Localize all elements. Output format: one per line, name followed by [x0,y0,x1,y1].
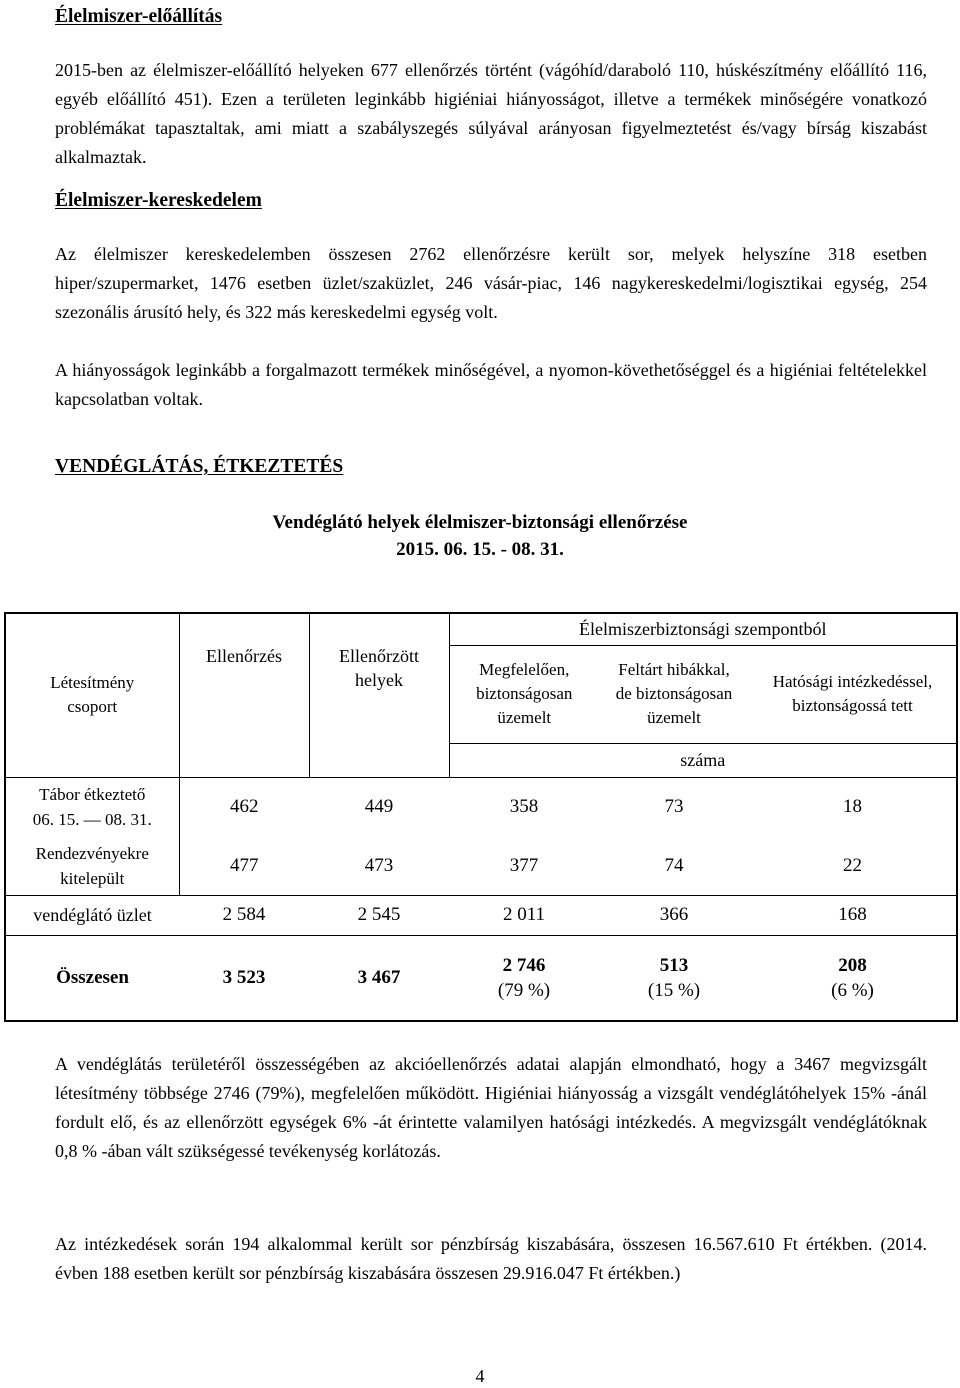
header-count-label: száma [449,743,957,777]
catering-inspection-table [4,612,958,1022]
row-label: Rendezvényekre kitelepült [5,837,179,895]
cell-action: 18 [843,796,862,818]
total-label: Összesen [56,966,129,988]
cell-compliant: 358 [509,796,539,818]
page-number: 4 [475,1366,485,1386]
row-label: vendéglátó üzlet [33,904,152,925]
header-group: Létesítmény csoport [5,613,179,777]
total-faults: 513 (15 %) [647,954,701,1001]
heading-food-production: Élelmiszer-előállítás [55,6,223,27]
total-compliant: 2 746 (79 %) [497,954,551,1001]
cell-places: 2 545 [357,904,401,925]
cell-faults: 366 [659,904,689,925]
header-inspections: Ellenőrzés [179,613,309,777]
cell-inspections: 477 [230,854,259,876]
cell-action: 22 [843,854,862,876]
table-period: 2015. 06. 15. - 08. 31. [396,539,564,560]
cell-compliant: 377 [509,854,539,876]
cell-inspections: 462 [230,796,259,818]
cell-places: 449 [364,796,394,818]
cell-places: 473 [364,854,394,876]
header-food-safety-aspect: Élelmiszerbiztonsági szempontból [449,613,957,645]
total-action: 208 (6 %) [831,954,874,1001]
cell-faults: 74 [664,854,684,876]
cell-compliant: 2 011 [502,904,546,925]
row-label: Tábor étkeztető 06. 15. ― 08. 31. [5,777,179,837]
paragraph-food-production: 2015-ben az élelmiszer-előállító helyeken 677 ellenőrzés történt (vágóhíd/daraboló 110, húskészítmény előállító 116, egyéb előállító 451). Ezen a területen leginkább higiéniai hiányosságot, illetve a termékek minőségére vonatkozó problémákat tapasztaltak, ami miatt a szabályszegés súlyával arányosan figyelmeztetést és/vagy bírság kiszabást alkalmaztak. [55,60,927,167]
header-faults-found: Feltárt hibákkal, de biztonságosan üzemelt [615,660,733,727]
cell-inspections: 2 584 [222,904,266,925]
table-title: Vendéglátó helyek élelmiszer-biztonsági ellenőrzése [272,512,688,533]
heading-catering: VENDÉGLÁTÁS, ÉTKEZTETÉS [55,456,344,477]
header-inspected-places: Ellenőrzött helyek [309,613,449,777]
header-compliant: Megfelelően, biztonságosan üzemelt [476,660,573,727]
paragraph-catering-fines: Az intézkedések során 194 alkalommal került sor pénzbírság kiszabására, összesen 16.567.610 Ft értékben. (2014. évben 188 esetben került sor pénzbírság kiszabására összesen 29.916.047 Ft értékben.) [55,1234,927,1283]
paragraph-catering-summary: A vendéglátás területéről összességében az akcióellenőrzés adatai alapján elmondható, hogy a 3467 megvizsgált létesítmény többsége 2746 (79%), megfelelően működött. Higiéniai hiányosság a vizsgált vendéglátóhelyek 15% -ánál fordult elő, és az ellenőrzött egységek 6% -át érintette valamilyen hatósági intézkedés. A megvizsgált vendéglátóknak 0,8 % -ában vált szükségessé tevékenység korlátozás. [55,1054,927,1161]
heading-food-trade: Élelmiszer-kereskedelem [55,190,262,211]
cell-faults: 73 [664,796,684,818]
header-authority-action: Hatósági intézkedéssel, biztonságossá tett [772,672,933,715]
total-places: 3 467 [357,966,401,988]
total-inspections: 3 523 [222,966,266,988]
paragraph-food-trade-2: A hiányosságok leginkább a forgalmazott termékek minőségével, a nyomon-követhetőséggel és a higiéniai feltételekkel kapcsolatban voltak. [55,360,927,409]
paragraph-food-trade-1: Az élelmiszer kereskedelemben összesen 2762 ellenőrzésre került sor, melyek helyszíne 318 esetben hiper/szupermarket, 1476 esetben üzlet/szaküzlet, 246 vásár-piac, 146 nagykereskedelmi/logisztikai egység, 254 szezonális árusító hely, és 322 más kereskedelmi egység volt. [55,244,927,322]
cell-action: 168 [838,904,867,925]
